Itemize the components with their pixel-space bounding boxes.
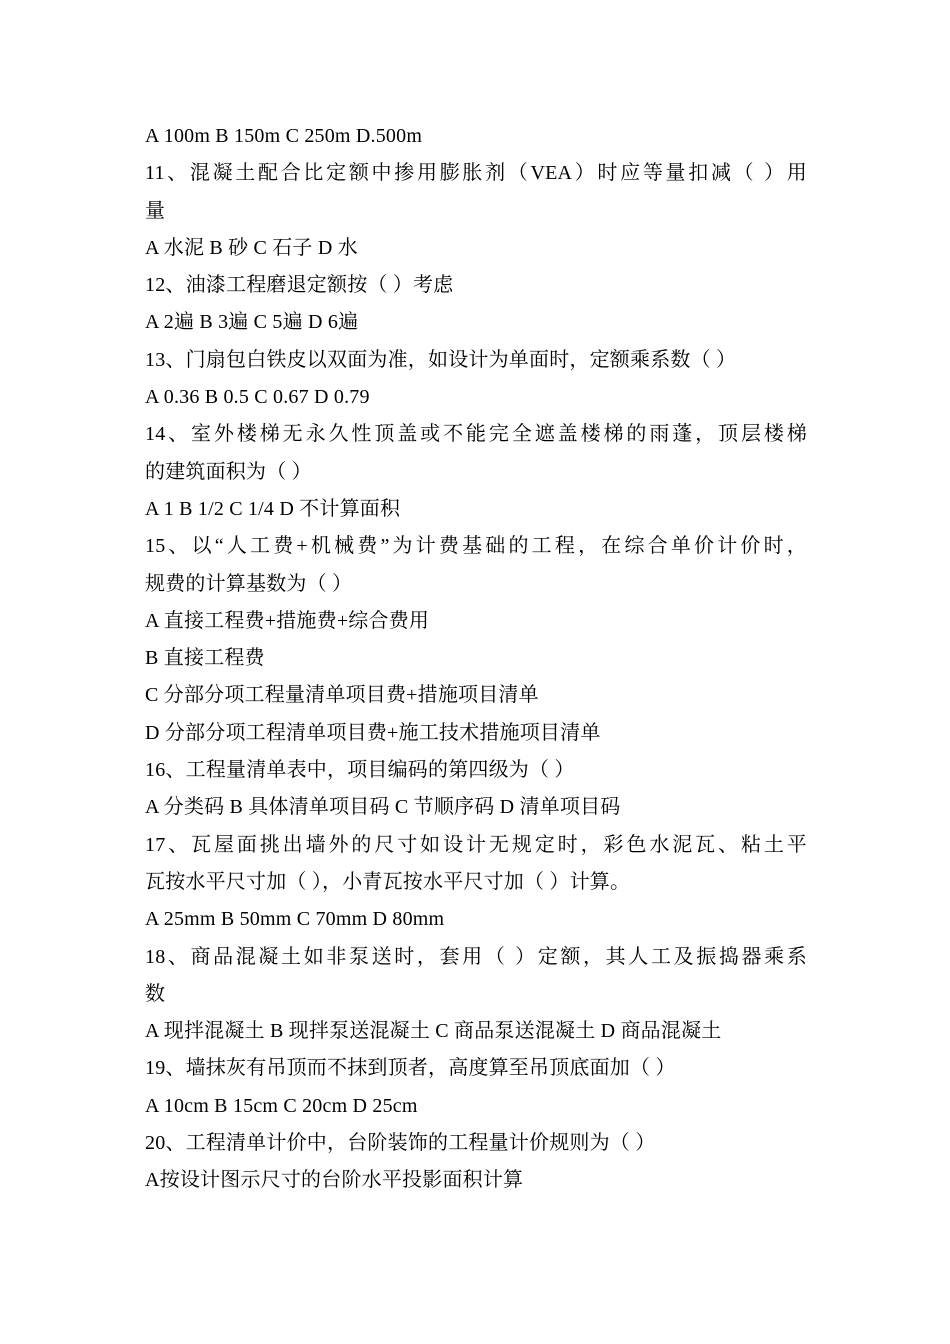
- question-15: 15、以“人工费+机械费”为计费基础的工程，在综合单价计价时，: [145, 535, 807, 558]
- answer-options: A 分类码 B 具体清单项目码 C 节顺序码 D 清单项目码: [145, 796, 621, 819]
- text-line: 瓦按水平尺寸加（ ），小青瓦按水平尺寸加（ ）计算。: [145, 870, 631, 893]
- question-18: 18、商品混凝土如非泵送时，套用（ ）定额，其人工及振捣器乘系: [145, 945, 807, 968]
- text-line: 的建筑面积为（ ）: [145, 460, 312, 483]
- answer-option-d: D 分部分项工程清单项目费+施工技术措施项目清单: [145, 721, 601, 744]
- answer-options: A 25mm B 50mm C 70mm D 80mm: [145, 908, 445, 931]
- text-line: 量: [145, 199, 166, 222]
- question-12: 12、油漆工程磨退定额按（ ）考虑: [145, 274, 454, 297]
- text-line: A 100m B 150m C 250m D.500m: [145, 125, 423, 147]
- question-17: 17、瓦屋面挑出墙外的尺寸如设计无规定时，彩色水泥瓦、粘土平: [145, 833, 807, 856]
- question-20: 20、工程清单计价中，台阶装饰的工程量计价规则为（ ）: [145, 1132, 656, 1155]
- question-19: 19、墙抹灰有吊顶而不抹到顶者，高度算至吊顶底面加（ ）: [145, 1057, 676, 1080]
- answer-options: A 10cm B 15cm C 20cm D 25cm: [145, 1094, 418, 1117]
- answer-option-c: C 分部分项工程量清单项目费+措施项目清单: [145, 684, 539, 707]
- text-line: 规费的计算基数为（ ）: [145, 572, 353, 595]
- answer-option-a: A按设计图示尺寸的台阶水平投影面积计算: [145, 1169, 524, 1192]
- question-14: 14、室外楼梯无永久性顶盖或不能完全遮盖楼梯的雨蓬，顶层楼梯: [145, 423, 807, 446]
- question-16: 16、工程量清单表中，项目编码的第四级为（ ）: [145, 759, 575, 782]
- answer-options: A 2遍 B 3遍 C 5遍 D 6遍: [145, 311, 359, 334]
- answer-options: A 水泥 B 砂 C 石子 D 水: [145, 236, 358, 259]
- answer-option-a: A 直接工程费+措施费+综合费用: [145, 609, 430, 632]
- answer-options: A 1 B 1/2 C 1/4 D 不计算面积: [145, 497, 401, 520]
- answer-options: A 现拌混凝土 B 现拌泵送混凝土 C 商品泵送混凝土 D 商品混凝土: [145, 1020, 722, 1043]
- question-11: 11、混凝土配合比定额中掺用膨胀剂（VEA）时应等量扣减（ ）用: [145, 162, 807, 185]
- document-body: [145, 118, 815, 1200]
- text-line: 数: [145, 982, 166, 1005]
- answer-options: A 0.36 B 0.5 C 0.67 D 0.79: [145, 386, 370, 409]
- question-13: 13、门扇包白铁皮以双面为准，如设计为单面时，定额乘系数（ ）: [145, 348, 737, 371]
- answer-option-b: B 直接工程费: [145, 647, 265, 670]
